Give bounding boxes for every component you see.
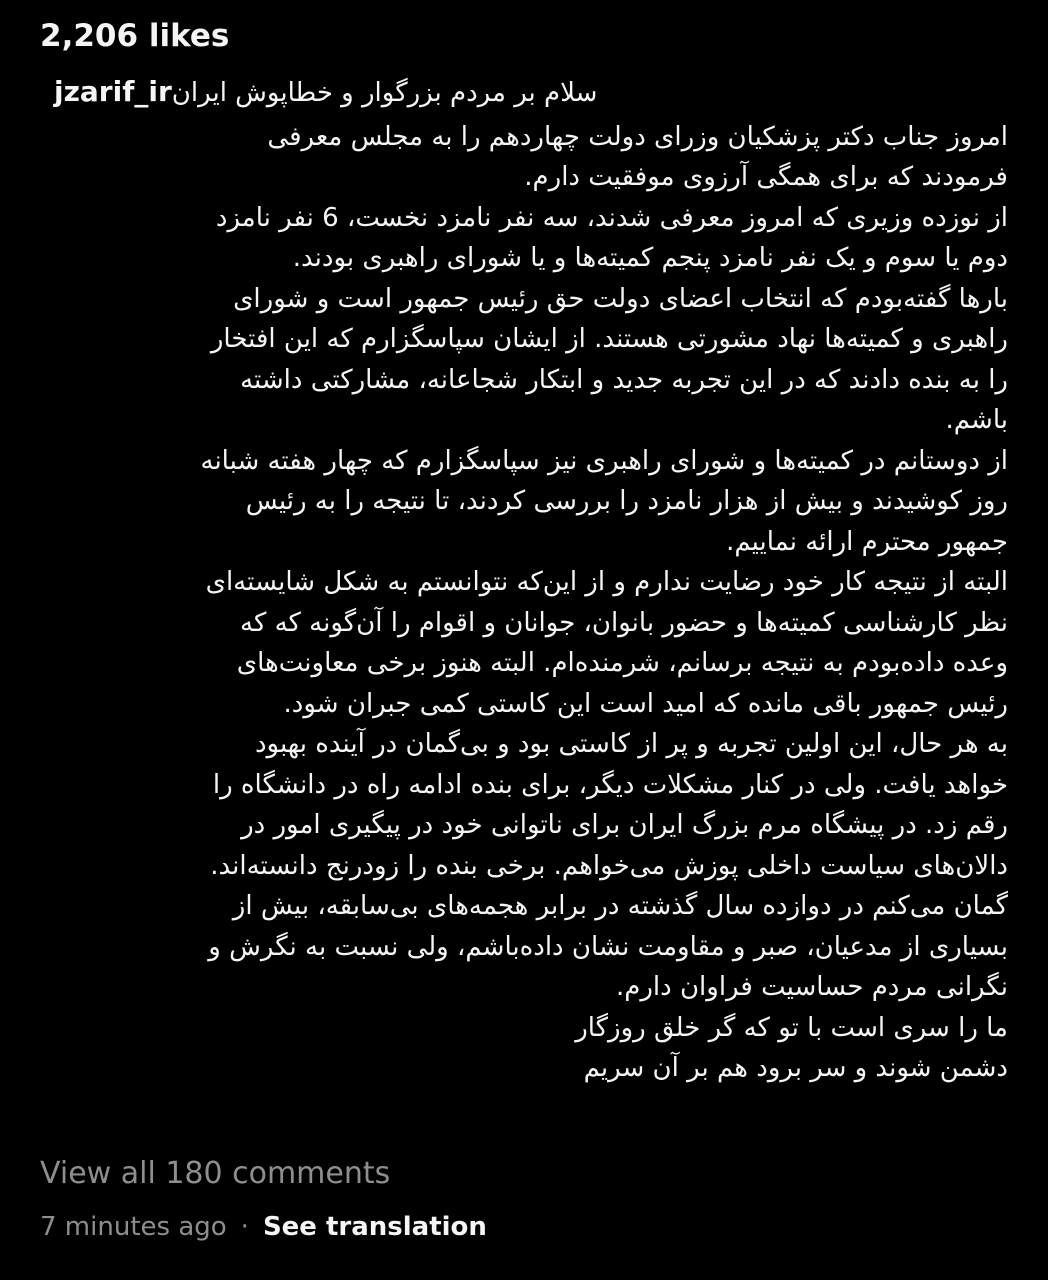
caption-line: دوم یا سوم و یک نفر نامزد پنجم کمیته‌ها و یا شورای راهبری بودند.: [292, 243, 1008, 273]
caption-line: به هر حال، این اولین تجربه و پر از کاستی بود و بی‌گمان در آینده بهبود: [254, 729, 1008, 759]
caption-line: البته از نتیجه کار خود رضایت ندارم و از این‌که نتوانستم به شکل شایسته‌ای: [205, 567, 1008, 597]
caption-line: بسیاری از مدعیان، صبر و مقاومت نشان داده‌باشم، ولی نسبت به نگرش و: [208, 931, 1008, 962]
caption-line: نگرانی مردم حساسیت فراوان دارم.: [615, 972, 1008, 1002]
caption-line: نظر کارشناسی کمیته‌ها و حضور بانوان، جوانان و اقوام را آن‌گونه که که: [240, 607, 1008, 638]
caption-line: جمهور محترم ارائه نماییم.: [726, 526, 1008, 557]
caption-line: باشم.: [945, 405, 1008, 435]
view-all-comments-link[interactable]: View all 180 comments: [40, 1156, 391, 1191]
caption-line: را به بنده دادند که در این تجربه جدید و ابتکار شجاعانه، مشارکتی داشته: [240, 364, 1008, 395]
post-caption: [40, 72, 1008, 1089]
caption-line: از نوزده وزیری که امروز معرفی شدند، سه نفر نامزد نخست، 6 نفر نامزد: [215, 202, 1008, 233]
caption-line: رقم زد. در پیشگاه مرم بزرگ ایران برای ناتوانی خود در پیگیری امور در: [241, 810, 1008, 840]
caption-line: گمان می‌کنم در دوازده سال گذشته در برابر هجمه‌های بی‌سابقه، بیش از: [232, 891, 1008, 921]
caption-line: فرمودند که برای همگی آرزوی موفقیت دارم.: [524, 162, 1008, 192]
caption-header: [40, 72, 1008, 113]
caption-line: روز کوشیدند و بیش از هزار نامزد را بررسی کردند، تا نتیجه را به رئیس: [245, 486, 1008, 516]
see-translation-button[interactable]: See translation: [262, 1212, 487, 1242]
meta-separator: ·: [240, 1212, 249, 1242]
username-link[interactable]: jzarif_ir: [54, 75, 172, 108]
post-meta: [40, 1212, 487, 1242]
caption-line: دشمن شوند و سر برود هم بر آن سریم: [583, 1053, 1008, 1083]
caption-line: رئیس جمهور باقی مانده که امید است این کاستی کمی جبران شود.: [283, 688, 1008, 719]
caption-line: وعده داده‌بودم به نتیجه برسانم، شرمنده‌ام. البته هنوز برخی معاونت‌های: [236, 648, 1008, 678]
post-timestamp[interactable]: 7 minutes ago: [40, 1212, 227, 1242]
likes-count[interactable]: 2,206 likes: [40, 18, 230, 54]
caption-line: خواهد یافت. ولی در کنار مشکلات دیگر، برای بنده ادامه راه در دانشگاه را: [212, 769, 1008, 800]
caption-body: [40, 117, 1008, 1089]
caption-line: از دوستانم در کمیته‌ها و شورای راهبری نیز سپاسگزارم که چهار هفته شبانه: [200, 445, 1008, 476]
caption-line: بارها گفته‌بودم که انتخاب اعضای دولت حق رئیس جمهور است و شورای: [233, 283, 1008, 314]
caption-line: دالان‌های سیاست داخلی پوزش می‌خواهم. برخی بنده را زودرنج دانسته‌اند.: [210, 850, 1008, 881]
caption-line: راهبری و کمیته‌ها نهاد مشورتی هستند. از ایشان سپاسگزارم که این افتخار: [210, 324, 1008, 354]
caption-line: ما را سری است با تو که گر خلق روزگار: [575, 1012, 1008, 1043]
caption-first-line: سلام بر مردم بزرگوار و خطاپوش ایران: [171, 78, 598, 108]
caption-line: امروز جناب دکتر پزشکیان وزرای دولت چهاردهم را به مجلس معرفی: [267, 121, 1008, 152]
